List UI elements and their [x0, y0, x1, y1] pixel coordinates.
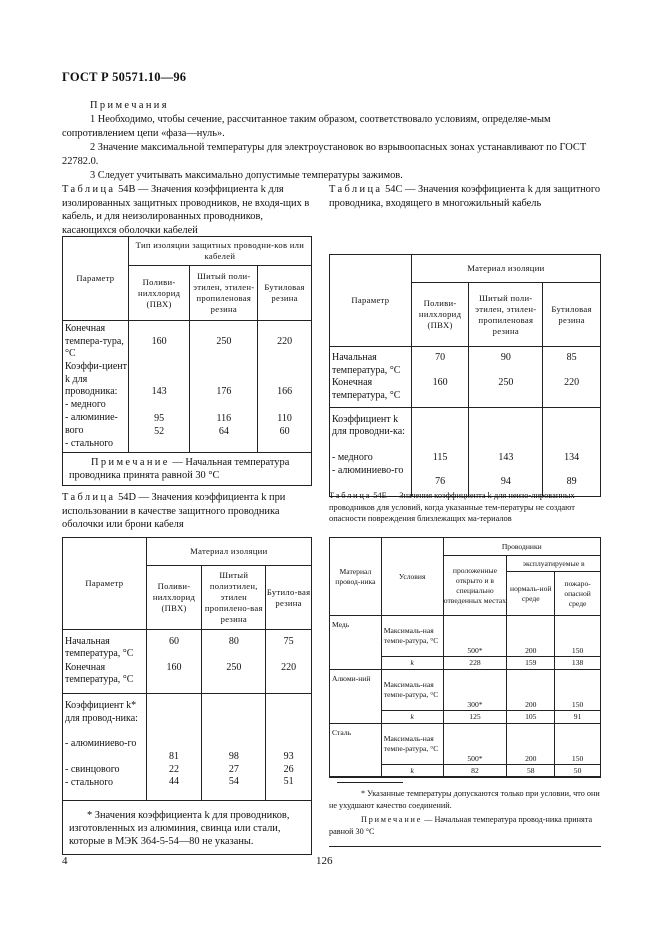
table-54d-cell: 27 — [228, 763, 239, 775]
table-54c-cell: 220 — [564, 377, 580, 388]
table-54d — [62, 537, 312, 855]
table-54c-label: Таблица — [329, 184, 383, 195]
table-54d-cell: 75 — [283, 635, 294, 647]
table-54e-cell: 82 — [443, 765, 507, 778]
table-54e-group-header: Проводники — [443, 538, 600, 556]
notes-title: Примечания — [90, 100, 169, 111]
table-54e-cell: 200 — [507, 616, 555, 657]
table-54e-cell: 150 — [555, 616, 601, 657]
table-54e-note — [329, 814, 601, 838]
table-54c-row-label: - алюминиево-го — [332, 464, 404, 476]
table-54b-col-pe: Шитый поли-этилен, этилен-пропиленовая резина — [190, 266, 258, 321]
table-54b-group-header: Тип изоляции защитных проводни-ков или кабелей — [128, 237, 311, 266]
table-54d-k-values — [146, 694, 202, 801]
table-54d-group-header: Материал изоляции — [146, 538, 311, 566]
table-54c-row-label: - медного — [332, 451, 373, 463]
table-54b-param-header: Параметр — [63, 237, 129, 321]
table-54b-cell: 160 — [151, 336, 167, 347]
table-54e-col-normal: нормаль-ной среде — [507, 572, 555, 616]
table-54c-caption-text: 54С — Значения коэффициента k для защитного проводника, входящего в многожильный кабель — [329, 184, 601, 209]
table-54d-temp-values — [266, 630, 312, 694]
table-54c-k-labels — [330, 408, 412, 497]
table-54e-cell: 159 — [507, 657, 555, 670]
note-2: 2 Значение максимальной температуры для электроустановок во взрывоопасных зонах устанавливают по ГОСТ 22782.0. — [62, 142, 587, 167]
table-54b-cell: 116 — [216, 413, 232, 424]
page-number-left: 4 — [62, 855, 68, 867]
table-54b-row-labels — [63, 321, 129, 453]
table-54e-k-label: k — [381, 711, 443, 724]
table-54c-k-values — [543, 408, 601, 497]
table-54b-col-values — [190, 321, 258, 453]
table-54b-cell: 60 — [279, 426, 290, 437]
table-54c-cell: 143 — [498, 452, 514, 463]
table-54e-max-label: Максималь-ная темпе-ратура, °С — [381, 670, 443, 711]
table-54b-cell: 143 — [151, 386, 167, 397]
table-54d-label: Таблица — [62, 492, 116, 503]
table-54b-caption — [62, 183, 312, 237]
table-54d-cell: 220 — [281, 661, 297, 673]
table-54e-cell: 228 — [443, 657, 507, 670]
table-54e-max-label: Максималь-ная темпе-ратура, °С — [381, 616, 443, 657]
table-54b-caption-text: 54В — Значения коэффициента k для изолированных защитных проводников, не входя-щих в кабель, и для неизолированных проводников, касающихся оболочки кабелей — [62, 184, 310, 236]
table-54b-cell: 52 — [154, 426, 165, 437]
table-54e-cell: 150 — [555, 724, 601, 765]
page-header: ГОСТ Р 50571.10—96 — [62, 70, 187, 84]
table-54c-temp-values — [543, 347, 601, 408]
table-54d-caption — [62, 491, 312, 532]
table-54e-note-label: Примечание — [361, 815, 423, 824]
table-54d-row-label: - стального — [65, 776, 114, 788]
table-54e-cell: 50 — [555, 765, 601, 778]
table-54e-caption-text: 54Е — Значения коэффициента k для неизо-лированных проводников для условий, когда указанные тем-пературы не создают опасности повреждения близлежащих ма-териалов — [329, 491, 575, 523]
table-54c-col-butyl: Бутиловая резина — [543, 283, 601, 347]
table-54d-temp-values — [146, 630, 202, 694]
table-54e-cell: 200 — [507, 670, 555, 711]
table-54e-cell: 105 — [507, 711, 555, 724]
table-54b-col-butyl: Бутиловая резина — [258, 266, 312, 321]
table-54e-cell: 91 — [555, 711, 601, 724]
table-54b-note — [63, 453, 312, 486]
table-54c-cell: 76 — [435, 476, 446, 487]
table-54d-cell: 44 — [169, 776, 180, 788]
table-54e-col-fire: пожаро-опасной среде — [555, 572, 601, 616]
table-54c-param-header: Параметр — [330, 255, 412, 347]
table-54c-cell: 250 — [498, 377, 514, 388]
table-54d-k-labels — [63, 694, 147, 801]
table-54d-k-values — [202, 694, 266, 801]
table-54d-cell: 80 — [228, 635, 239, 647]
table-54c-cell: 90 — [500, 352, 511, 363]
table-54d-cell: 51 — [283, 776, 294, 788]
table-54b-cell: 166 — [277, 386, 293, 397]
table-54b-row-label: Коэффи-циент k для проводника: — [65, 361, 127, 398]
table-54e-cell: 200 — [507, 724, 555, 765]
table-54c-cell: 115 — [432, 452, 448, 463]
table-54c-k-values — [411, 408, 469, 497]
table-54d-temp-values — [202, 630, 266, 694]
table-54e-max-label: Максималь-ная темпе-ратура, °С — [381, 724, 443, 765]
page-number-center: 126 — [316, 855, 333, 867]
table-54e-cell: 58 — [507, 765, 555, 778]
table-54c-temp-values — [411, 347, 469, 408]
table-54c — [329, 254, 601, 497]
note-3: 3 Следует учитывать максимально допустимые температуры зажимов. — [90, 170, 403, 181]
table-54e-conditions-header: Условия — [381, 538, 443, 616]
table-54c-row-label: Коэффициент k для проводни-ка: — [332, 413, 405, 438]
table-54e-note-text: — Начальная температура провод-ника принята равной 30 °С — [329, 815, 593, 836]
table-54d-cell: 54 — [228, 776, 239, 788]
table-54d-temp-labels — [63, 630, 147, 694]
table-54d-cell: 93 — [283, 751, 294, 762]
table-54b-row-label: Конечная темпера-тура, °С — [65, 323, 124, 360]
table-54e-cell: 500* — [443, 616, 507, 657]
table-54b-row-label: - медного — [65, 399, 106, 410]
table-54d-k-values — [266, 694, 312, 801]
table-54b-cell: 64 — [218, 426, 229, 437]
table-54d-row-label: Начальная температура, °С — [65, 635, 134, 660]
note-1: 1 Необходимо, чтобы сечение, рассчитанное таким образом, соответствовало условиям, определяе-мым сопротивлением цепи «фаза—нуль». — [62, 114, 551, 139]
table-54d-cell: 160 — [166, 661, 182, 673]
table-54c-cell: 70 — [435, 352, 446, 363]
table-54d-cell: 26 — [283, 763, 294, 775]
table-54c-temp-labels — [330, 347, 412, 408]
notes-block — [62, 99, 602, 183]
table-54b — [62, 236, 312, 486]
table-54e-cell: 300* — [443, 670, 507, 711]
table-54c-cell: 134 — [564, 452, 580, 463]
table-54c-cell: 160 — [432, 377, 448, 388]
table-54e-cell: 125 — [443, 711, 507, 724]
table-54d-col-pe: Шитый полиэтилен, этилен пропилено-вая резина — [202, 566, 266, 630]
table-54b-cell: 250 — [216, 336, 232, 347]
table-54b-cell: 220 — [277, 336, 293, 347]
table-54b-col-values — [258, 321, 312, 453]
table-54b-row-label: - алюминие-вого — [65, 412, 118, 436]
table-54d-cell: 98 — [228, 751, 239, 762]
table-54c-group-header: Материал изоляции — [411, 255, 600, 283]
table-54b-col-values — [128, 321, 190, 453]
table-54d-param-header: Параметр — [63, 538, 147, 630]
table-54d-cell: 60 — [169, 635, 180, 647]
table-54e-cell: 138 — [555, 657, 601, 670]
table-54e-material: Сталь — [330, 724, 382, 778]
table-54e-material: Медь — [330, 616, 382, 670]
table-54d-row-label: Конечная температура, °С — [65, 661, 134, 686]
table-54c-row-label: Конечная температура, °С — [332, 377, 401, 401]
table-54e-material: Алюми-ний — [330, 670, 382, 724]
table-54c-cell: 85 — [566, 352, 577, 363]
table-54d-col-pvc: Поливи-нилхлорид (ПВХ) — [146, 566, 202, 630]
table-54e — [329, 537, 601, 778]
table-54e-k-label: k — [381, 765, 443, 778]
table-54e-col-open: проложенные открыто и в специально отведенных местах — [443, 556, 507, 616]
table-54e-top-rule — [329, 776, 601, 777]
table-54e-bottom-rule — [329, 846, 601, 847]
table-54c-temp-values — [469, 347, 543, 408]
table-54d-cell: 22 — [169, 763, 180, 775]
table-54c-cell: 94 — [500, 476, 511, 487]
table-54d-row-label: - свинцового — [65, 764, 120, 775]
table-54e-label: Таблица — [329, 491, 372, 500]
table-54d-footnote: * Значения коэффициента k для проводников, изготовленных из алюминия, свинца или стали, которые в МЭК 364-5-54—80 не указаны. — [63, 801, 312, 855]
table-54c-col-pe: Шитый поли-этилен, этилен-пропиленовая резина — [469, 283, 543, 347]
table-54b-col-pvc: Поливи-нилхлорид (ПВХ) — [128, 266, 190, 321]
table-54d-row-label: - алюминиево-го — [65, 738, 137, 749]
table-54e-k-label: k — [381, 657, 443, 670]
table-54d-row-label: Коэффициент k* для провод-ника: — [65, 700, 138, 724]
table-54e-material-header: Материал провод-ника — [330, 538, 382, 616]
table-54b-cell: 110 — [277, 413, 292, 424]
table-54b-note-text: — Начальная температура проводника принята равной 30 °С — [69, 457, 290, 481]
table-54c-cell: 89 — [566, 476, 577, 487]
table-54b-cell: 95 — [154, 413, 165, 424]
table-54d-caption-text: 54D — Значения коэффициента k при использовании в качестве защитного проводника оболочки или брони кабеля — [62, 492, 286, 530]
table-54d-cell: 250 — [226, 661, 242, 673]
table-54c-row-label: Начальная температура, °С — [332, 352, 401, 376]
table-54b-cell: 176 — [216, 386, 232, 397]
table-54e-subgroup-header: эксплуатируемые в — [507, 556, 601, 572]
table-54d-cell: 81 — [169, 751, 180, 762]
table-54c-caption — [329, 183, 601, 210]
table-54c-col-pvc: Поливи-нилхлорид (ПВХ) — [411, 283, 469, 347]
table-54d-col-butyl: Бутило-вая резина — [266, 566, 312, 630]
footnote-separator — [337, 782, 403, 783]
table-54e-footnote: * Указанные температуры допускаются только при условии, что они не ухудшают качество соединений. — [329, 789, 600, 810]
table-54b-label: Таблица — [62, 184, 116, 195]
table-54b-row-label: - стального — [65, 438, 114, 449]
table-54e-cell: 150 — [555, 670, 601, 711]
table-54b-note-label: Примечание — [91, 457, 170, 468]
table-54e-cell: 500* — [443, 724, 507, 765]
table-54c-k-values — [469, 408, 543, 497]
table-54e-caption — [329, 490, 601, 525]
